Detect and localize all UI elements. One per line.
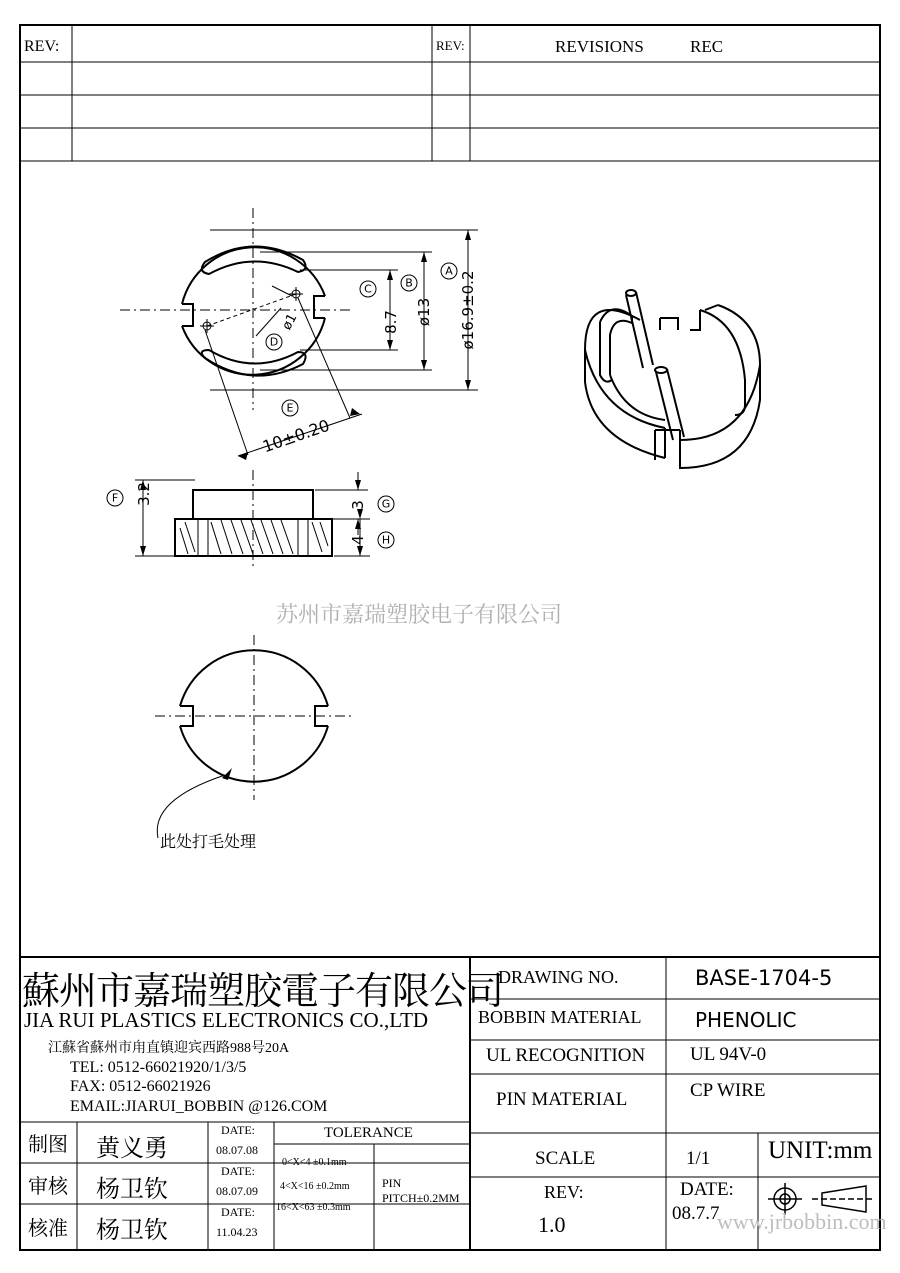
rev-right-label: REV: (436, 38, 465, 53)
scale-value: 1/1 (686, 1148, 711, 1169)
tolerance-row-3: 16<X<63 ±0.3mm (276, 1202, 351, 1213)
name-drawn: 黄义勇 (96, 1136, 168, 1162)
pin-material-label: PIN MATERIAL (496, 1089, 628, 1110)
company-name-en: JIA RUI PLASTICS ELECTRONICS CO.,LTD (24, 1008, 429, 1032)
rec-label: REC (690, 37, 724, 56)
company-fax: FAX: 0512-66021926 (70, 1078, 211, 1095)
company-name-cn: 蘇州市嘉瑞塑胶電子有限公司 (22, 971, 504, 1013)
surface-note: 此处打毛处理 (160, 832, 257, 851)
role-approved: 核准 (28, 1218, 68, 1240)
date-label-checked: DATE: (221, 1164, 255, 1178)
bottom-view-centerlines (155, 635, 352, 800)
name-approved: 杨卫钦 (96, 1218, 168, 1244)
callout-a: A (445, 264, 453, 278)
pin-label: PIN (382, 1176, 402, 1190)
dim-inner-diameter: ø13 (415, 297, 433, 327)
dim-overall-diameter: ø16.9±0.2 (459, 270, 477, 350)
section-hatch (180, 520, 328, 554)
watermark: 苏州市嘉瑞塑胶电子有限公司 (276, 603, 563, 628)
callout-e: E (286, 401, 294, 415)
revisions-label: REVISIONS (555, 37, 644, 56)
company-email: EMAIL:JIARUI_BOBBIN @126.COM (70, 1098, 328, 1115)
iso-view (585, 290, 760, 468)
tolerance-label: TOLERANCE (324, 1125, 413, 1141)
dim-base-height: 4 (349, 535, 367, 545)
date-value: 08.7.7 (672, 1203, 720, 1224)
date-label-drawn: DATE: (221, 1123, 255, 1137)
unit-label: UNIT:mm (768, 1137, 873, 1164)
role-checked: 审核 (28, 1176, 68, 1198)
ul-value: UL 94V-0 (690, 1044, 767, 1065)
callout-c: C (364, 282, 372, 296)
bobbin-material-label: BOBBIN MATERIAL (478, 1007, 642, 1027)
dim-top-height: 3 (349, 500, 367, 510)
rev-label: REV: (544, 1182, 584, 1202)
callout-d: D (269, 335, 279, 349)
dim-slot-span: 8.7 (382, 310, 400, 334)
callout-g: G (381, 497, 391, 511)
date-label-approved: DATE: (221, 1205, 255, 1219)
pin-pitch: PITCH±0.2MM (382, 1191, 460, 1205)
drawing-no: BASE-1704-5 (695, 966, 833, 990)
rev-value: 1.0 (538, 1212, 566, 1237)
callout-circles (107, 263, 457, 548)
dim-pin-pitch: 10±0.20 (260, 415, 332, 457)
date-drawn: 08.07.08 (216, 1143, 258, 1157)
scale-label: SCALE (535, 1148, 596, 1169)
role-drawn: 制图 (28, 1134, 68, 1156)
company-address: 江蘇省蘇州市甪直镇迎宾西路988号20A (48, 1041, 290, 1056)
date-label: DATE: (680, 1179, 734, 1200)
rev-left-label: REV: (24, 38, 60, 55)
pin-material: CP WIRE (690, 1080, 766, 1101)
ul-label: UL RECOGNITION (486, 1045, 646, 1066)
name-checked: 杨卫钦 (96, 1177, 168, 1203)
date-checked: 08.07.09 (216, 1184, 258, 1198)
company-tel: TEL: 0512-66021920/1/3/5 (70, 1059, 247, 1076)
date-approved: 11.04.23 (216, 1225, 258, 1239)
side-view-details (135, 470, 370, 570)
drawing-no-label: DRAWING NO. (498, 967, 619, 987)
dim-side-height: 3.2 (135, 482, 153, 506)
website-watermark: www.jrbobbin.com (717, 1209, 887, 1234)
top-view-dimensions (205, 230, 478, 456)
tolerance-row-1: 0<X<4 ±0.1mm (282, 1157, 347, 1168)
callout-f: F (111, 491, 119, 505)
callout-h: H (381, 533, 391, 547)
top-view-centerlines (120, 208, 350, 410)
tolerance-row-2: 4<X<16 ±0.2mm (280, 1181, 350, 1192)
callout-b: B (405, 276, 413, 290)
dim-pin-diameter: ø1 (279, 311, 301, 333)
bobbin-material: PHENOLIC (695, 1008, 797, 1032)
